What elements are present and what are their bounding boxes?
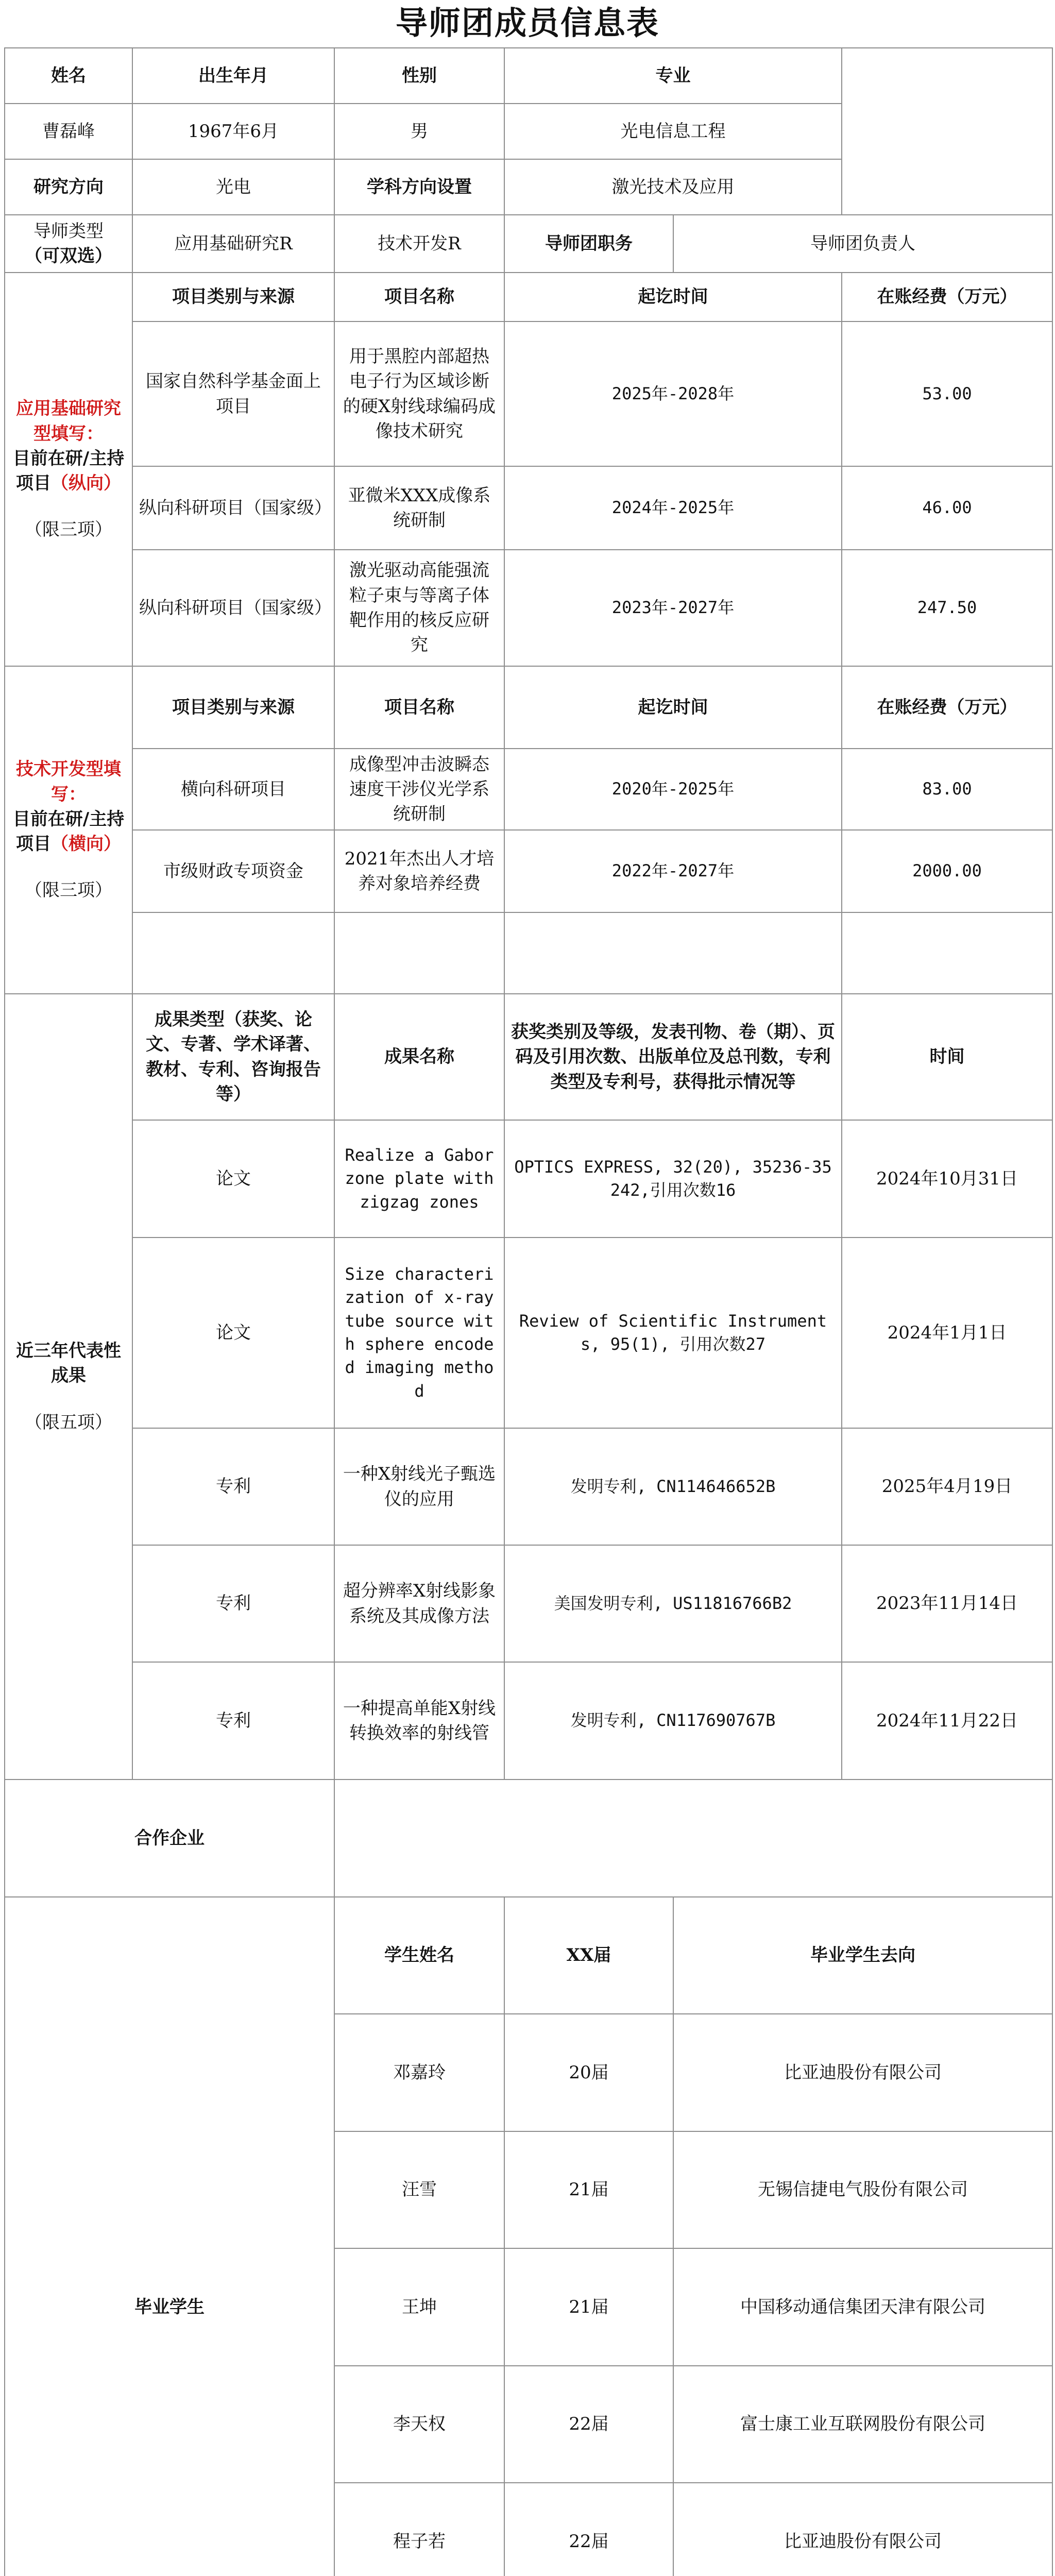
graduate-name: 王坤 xyxy=(334,2248,504,2366)
table-row xyxy=(5,466,1052,550)
project-funding: 46.00 xyxy=(842,466,1052,550)
achievement-name: Size characterization of x-ray tube source with sphere encoded imaging method xyxy=(334,1238,504,1428)
birth-label: 出生年月 xyxy=(132,48,334,104)
tech-dev-funding-header: 在账经费（万元） xyxy=(842,666,1052,749)
basic-research-funding-header: 在账经费（万元） xyxy=(842,273,1052,321)
discipline-value: 激光技术及应用 xyxy=(504,159,842,215)
project-name: 亚微米XXX成像系统研制 xyxy=(334,466,504,550)
basic-research-name-header: 项目名称 xyxy=(334,273,504,321)
achievement-detail: OPTICS EXPRESS, 32(20), 35236-35242,引用次数16 xyxy=(504,1120,842,1238)
project-name: 2021年杰出人才培养对象培养经费 xyxy=(334,830,504,912)
mentor-role-value: 导师团负责人 xyxy=(673,215,1052,273)
achievement-type: 专利 xyxy=(132,1545,334,1662)
achievement-date: 2023年11月14日 xyxy=(842,1545,1052,1662)
basic-research-side-label xyxy=(5,273,132,666)
basic-research-side-red-2: （纵向） xyxy=(51,473,121,494)
achievement-type: 专利 xyxy=(132,1428,334,1545)
achievement-type: 论文 xyxy=(132,1238,334,1428)
table-row xyxy=(5,1238,1052,1428)
graduate-destination: 比亚迪股份有限公司 xyxy=(673,2014,1052,2131)
tech-dev-side-label xyxy=(5,666,132,994)
mentor-type-option-basic: 应用基础研究R xyxy=(132,215,334,273)
empty-cell xyxy=(132,912,334,994)
mentor-type-option-tech: 技术开发R xyxy=(334,215,504,273)
project-period: 2023年-2027年 xyxy=(504,550,842,666)
direction-value: 光电 xyxy=(132,159,334,215)
project-name: 成像型冲击波瞬态速度干涉仪光学系统研制 xyxy=(334,749,504,830)
project-funding: 83.00 xyxy=(842,749,1052,830)
empty-cell xyxy=(334,912,504,994)
graduate-cohort-header: XX届 xyxy=(504,1897,673,2014)
gender-label: 性别 xyxy=(334,48,504,104)
achievement-name: 超分辨率X射线影象系统及其成像方法 xyxy=(334,1545,504,1662)
basic-research-category-header: 项目类别与来源 xyxy=(132,273,334,321)
basic-research-period-header: 起讫时间 xyxy=(504,273,842,321)
achievement-date: 2024年10月31日 xyxy=(842,1120,1052,1238)
table-row xyxy=(5,1545,1052,1662)
project-funding: 53.00 xyxy=(842,321,1052,466)
project-category: 纵向科研项目（国家级） xyxy=(132,466,334,550)
achievement-date: 2024年1月1日 xyxy=(842,1238,1052,1428)
project-category: 国家自然科学基金面上项目 xyxy=(132,321,334,466)
discipline-label: 学科方向设置 xyxy=(334,159,504,215)
graduate-destination-header: 毕业学生去向 xyxy=(673,1897,1052,2014)
mentor-type-hint: （可双选） xyxy=(25,246,112,266)
achievement-detail-header: 获奖类别及等级，发表刊物、卷（期）、页码及引用次数、出版单位及总刊数，专利类型及专利号，获得批示情况等 xyxy=(504,994,842,1120)
basic-research-side-limit: （限三项） xyxy=(25,519,112,540)
graduates-header-row xyxy=(5,1897,1052,2014)
graduate-cohort: 21届 xyxy=(504,2248,673,2366)
basic-header-row xyxy=(5,48,1052,104)
name-label: 姓名 xyxy=(5,48,132,104)
partner-row xyxy=(5,1780,1052,1897)
table-row xyxy=(5,830,1052,912)
achievement-detail: 发明专利, CN114646652B xyxy=(504,1428,842,1545)
tech-dev-period-header: 起讫时间 xyxy=(504,666,842,749)
birth-value: 1967年6月 xyxy=(132,104,334,159)
graduates-label: 毕业学生 xyxy=(5,1897,334,2576)
partner-label: 合作企业 xyxy=(5,1780,334,1897)
achievement-name: 一种提高单能X射线转换效率的射线管 xyxy=(334,1662,504,1780)
empty-cell xyxy=(504,912,842,994)
tech-dev-name-header: 项目名称 xyxy=(334,666,504,749)
basic-research-side-black: 目前在研/主持项目 xyxy=(12,448,125,494)
achievement-name: 一种X射线光子甄选仪的应用 xyxy=(334,1428,504,1545)
graduate-name: 汪雪 xyxy=(334,2131,504,2248)
graduate-cohort: 21届 xyxy=(504,2131,673,2248)
graduate-name: 邓嘉玲 xyxy=(334,2014,504,2131)
tech-dev-side-limit: （限三项） xyxy=(25,880,112,901)
major-value: 光电信息工程 xyxy=(504,104,842,159)
achievement-type-header: 成果类型（获奖、论文、专著、学术译著、教材、专利、咨询报告等） xyxy=(132,994,334,1120)
basic-research-side-red: 应用基础研究型填写： xyxy=(16,398,121,444)
table-row xyxy=(5,1428,1052,1545)
graduate-destination: 富士康工业互联网股份有限公司 xyxy=(673,2366,1052,2483)
achievement-detail: Review of Scientific Instruments, 95(1), 引用次数27 xyxy=(504,1238,842,1428)
table-row xyxy=(5,1120,1052,1238)
achievement-date: 2024年11月22日 xyxy=(842,1662,1052,1780)
mentor-info-table xyxy=(4,47,1053,2576)
mentor-type-label-cell xyxy=(5,215,132,273)
graduate-name: 李天权 xyxy=(334,2366,504,2483)
graduate-name-header: 学生姓名 xyxy=(334,1897,504,2014)
basic-research-header-row xyxy=(5,273,1052,321)
project-category: 市级财政专项资金 xyxy=(132,830,334,912)
achievements-side-title: 近三年代表性成果 xyxy=(16,1341,121,1386)
achievement-detail: 发明专利, CN117690767B xyxy=(504,1662,842,1780)
mentor-role-label: 导师团职务 xyxy=(504,215,673,273)
achievements-side-label xyxy=(5,994,132,1780)
name-value: 曹磊峰 xyxy=(5,104,132,159)
graduate-cohort: 22届 xyxy=(504,2483,673,2576)
table-row xyxy=(5,1662,1052,1780)
tech-dev-side-red: 技术开发型填写： xyxy=(16,759,121,805)
achievement-detail: 美国发明专利, US11816766B2 xyxy=(504,1545,842,1662)
achievements-side-limit: （限五项） xyxy=(25,1412,112,1433)
page-title: 导师团成员信息表 xyxy=(395,4,659,42)
achievement-date: 2025年4月19日 xyxy=(842,1428,1052,1545)
project-category: 横向科研项目 xyxy=(132,749,334,830)
empty-cell xyxy=(842,912,1052,994)
project-period: 2024年-2025年 xyxy=(504,466,842,550)
tech-dev-header-row xyxy=(5,666,1052,749)
achievement-name: Realize a Gabor zone plate with zigzag zones xyxy=(334,1120,504,1238)
tech-dev-side-black: 目前在研/主持项目 xyxy=(12,808,125,855)
partner-value xyxy=(334,1780,1052,1897)
project-funding: 2000.00 xyxy=(842,830,1052,912)
achievement-type: 论文 xyxy=(132,1120,334,1238)
project-funding: 247.50 xyxy=(842,550,1052,666)
tech-dev-side-red-2: （横向） xyxy=(51,834,121,855)
direction-label: 研究方向 xyxy=(5,159,132,215)
table-row xyxy=(5,550,1052,666)
achievements-header-row xyxy=(5,994,1052,1120)
graduate-cohort: 20届 xyxy=(504,2014,673,2131)
graduate-destination: 无锡信捷电气股份有限公司 xyxy=(673,2131,1052,2248)
gender-value: 男 xyxy=(334,104,504,159)
project-period: 2022年-2027年 xyxy=(504,830,842,912)
project-period: 2025年-2028年 xyxy=(504,321,842,466)
table-row xyxy=(5,321,1052,466)
mentor-type-row xyxy=(5,215,1052,273)
graduate-destination: 中国移动通信集团天津有限公司 xyxy=(673,2248,1052,2366)
graduate-destination: 比亚迪股份有限公司 xyxy=(673,2483,1052,2576)
project-category: 纵向科研项目（国家级） xyxy=(132,550,334,666)
achievement-type: 专利 xyxy=(132,1662,334,1780)
project-name: 用于黑腔内部超热电子行为区域诊断的硬X射线球编码成像技术研究 xyxy=(334,321,504,466)
photo-cell xyxy=(842,48,1052,215)
graduate-cohort: 22届 xyxy=(504,2366,673,2483)
project-name: 激光驱动高能强流粒子束与等离子体靶作用的核反应研究 xyxy=(334,550,504,666)
mentor-type-label: 导师类型 xyxy=(33,221,104,242)
project-period: 2020年-2025年 xyxy=(504,749,842,830)
achievement-name-header: 成果名称 xyxy=(334,994,504,1120)
major-label: 专业 xyxy=(504,48,842,104)
table-row xyxy=(5,912,1052,994)
graduate-name: 程子若 xyxy=(334,2483,504,2576)
table-row xyxy=(5,749,1052,830)
tech-dev-category-header: 项目类别与来源 xyxy=(132,666,334,749)
achievement-date-header: 时间 xyxy=(842,994,1052,1120)
